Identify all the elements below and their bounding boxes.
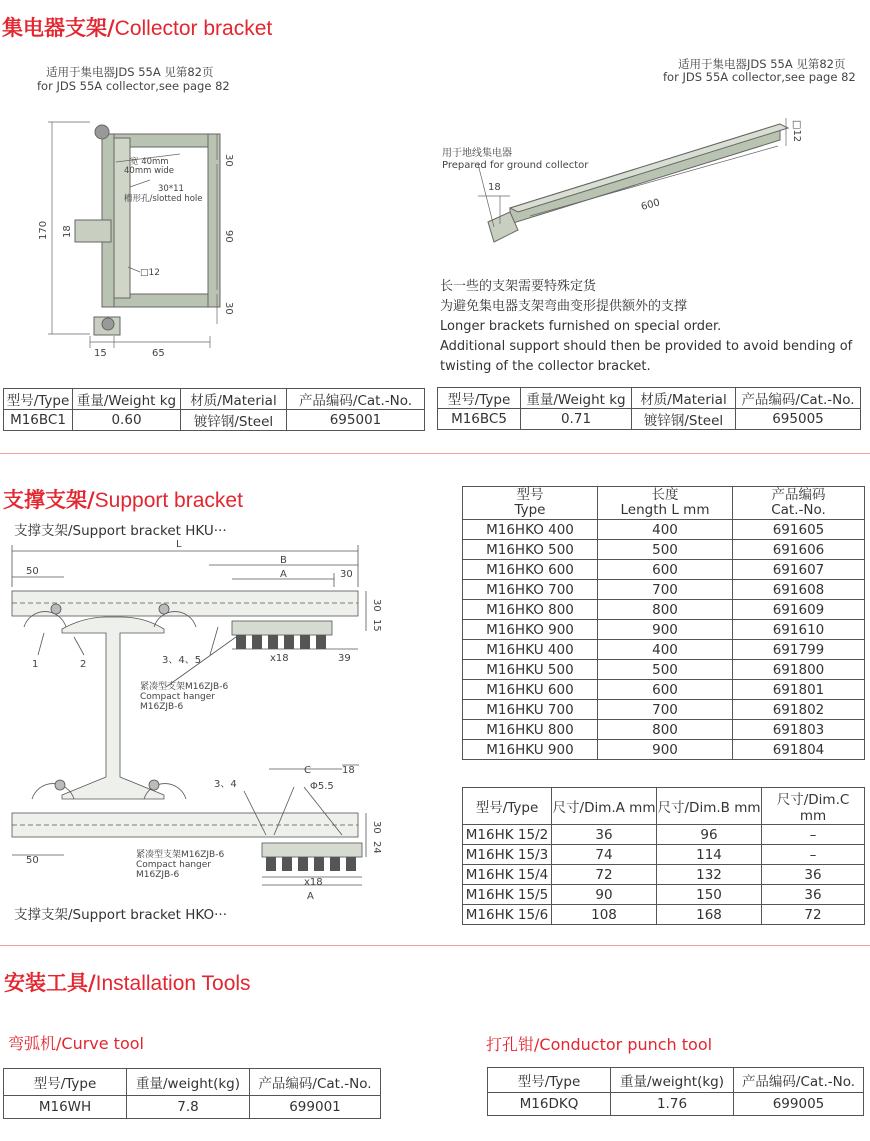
dim-50-bottom: 50 [26,855,39,866]
callout-345: 3、4、5 [162,655,202,666]
table-row: M16HKO 700 700 691608 [463,580,865,600]
hanger2-cn: 紧凑型支架M16ZJB-6 [136,850,225,860]
support-bracket-drawing [4,537,396,902]
note-line-2: 为避免集电器支架弯曲变形提供额外的支撑 [440,299,688,314]
table-row: M16HKU 400 400 691799 [463,640,865,660]
table-row: M16HKO 800 800 691609 [463,600,865,620]
dim-90: 90 [223,230,234,243]
width-40-cn: 宽 40mm [130,157,169,167]
table-row: M16HK 15/3 74 114 – [463,845,865,865]
hanger-en: Compact hanger [140,692,215,702]
support-bracket-title: 支撑支架/Support bracket [3,488,243,512]
hanger-cn: 紧凑型支架M16ZJB-6 [140,682,229,692]
dim-C: C [304,765,311,776]
note-line-5: twisting of the collector bracket. [440,359,651,374]
callout-34: 3、4 [214,779,237,790]
note-line-1: 长一些的支架需要特殊定货 [440,279,597,294]
left-note-cn: 适用于集电器JDS 55A 见第82页 [46,65,214,79]
dim-18-hko: 18 [342,765,355,776]
table-row: M16HKO 900 900 691610 [463,620,865,640]
installation-tools-title: 安装工具/Installation Tools [4,971,251,995]
table-row: M16HKU 800 800 691803 [463,720,865,740]
table-header-row: 型号/Type 重量/Weight kg 材质/Material 产品编码/Cat.-No. [4,389,425,410]
hko-label: 支撑支架/Support bracket HKO··· [14,907,228,923]
table-row: M16HK 15/4 72 132 36 [463,865,865,885]
table-row: M16HK 15/2 36 96 – [463,825,865,845]
width-40-en: 40mm wide [124,166,175,176]
table-row: M16HKU 900 900 691804 [463,740,865,760]
dim-24: 24 [371,841,382,854]
callout-1: 1 [32,659,39,670]
table-row: M16HKU 700 700 691802 [463,700,865,720]
x18-bottom: x18 [304,877,323,888]
ground-collector-cn: 用于地线集电器 [442,148,512,159]
table-header-row: 型号/Type 重量/weight(kg) 产品编码/Cat.-No. [4,1069,381,1096]
table-header-row: 型号 Type 长度 Length L mm 产品编码 Cat.-No. [463,487,865,520]
dim-15: 15 [94,348,107,359]
curve-tool-title: 弯弧机/Curve tool [8,1034,144,1053]
bc5-spec-table [437,387,861,430]
note-line-3: Longer brackets furnished on special order. [440,319,722,334]
collector-notes [440,277,852,377]
table-row: M16BC1 0.60 镀锌钢/Steel 695001 [4,410,425,431]
table-row: M16HK 15/6 108 168 72 [463,905,865,925]
dim-30-bottom: 30 [223,302,234,315]
dim-39: 39 [338,653,351,664]
support-dim-table [462,787,865,925]
length-table-body [463,520,865,760]
hanger2-en: Compact hanger [136,860,211,870]
punch-tool-title: 打孔钳/Conductor punch tool [486,1035,713,1054]
table-row: M16WH 7.8 699001 [4,1096,381,1119]
table-row: M16HKO 600 600 691607 [463,560,865,580]
dim-A-bottom: A [307,891,314,902]
table-row: M16HKU 600 600 691801 [463,680,865,700]
table-row: M16BC5 0.71 镀锌钢/Steel 695005 [438,409,861,430]
curve-tool-table [3,1068,381,1119]
table-row: M16HKU 500 500 691800 [463,660,865,680]
table-row: M16HK 15/5 90 150 36 [463,885,865,905]
dim-B: B [280,555,287,566]
punch-tool-table [487,1067,864,1116]
table-header-row: 型号/Type 尺寸/Dim.A mm 尺寸/Dim.B mm 尺寸/Dim.C mm [463,788,865,825]
hanger2-code: M16ZJB-6 [136,870,180,880]
table-header-row: 型号/Type 重量/Weight kg 材质/Material 产品编码/Cat.-No. [438,388,861,409]
right-note-en: for JDS 55A collector,see page 82 [663,70,856,84]
callout-2: 2 [80,659,87,670]
bc1-drawing [30,112,245,362]
dim-18-left: 18 [62,225,73,238]
dim-30-right: 30 [371,599,382,612]
table-row: M16HKO 500 500 691606 [463,540,865,560]
slot-label: 槽形孔/slotted hole [124,194,203,204]
section-divider-1 [0,453,870,454]
dim-65: 65 [152,348,165,359]
note-line-4: Additional support should then be provided to avoid bending of [440,339,853,354]
hku-label: 支撑支架/Support bracket HKU··· [14,523,227,539]
ground-collector-en: Prepared for ground collector [442,160,589,171]
square-12-bc5: □12 [791,120,802,143]
dim-600: 600 [639,197,662,213]
right-note-cn: 适用于集电器JDS 55A 见第82页 [678,57,846,71]
dim-phi55: Φ5.5 [310,781,334,792]
table-row: M16DKQ 1.76 699005 [488,1093,864,1116]
dim-18-bc5: 18 [488,182,501,193]
dim-30-hko: 30 [371,821,382,834]
dim-30-top: 30 [223,154,234,167]
left-note-en: for JDS 55A collector,see page 82 [37,79,230,93]
square-12-label: □12 [140,268,160,278]
table-row: M16HKO 400 400 691605 [463,520,865,540]
dim-A: A [280,569,287,580]
hanger-code: M16ZJB-6 [140,702,184,712]
table-header-row: 型号/Type 重量/weight(kg) 产品编码/Cat.-No. [488,1068,864,1093]
bc1-spec-table [3,388,425,431]
support-length-table [462,486,865,760]
dim-table-body [463,825,865,925]
dim-15: 15 [371,619,382,632]
dim-30-top: 30 [340,569,353,580]
bc5-drawing [438,112,818,252]
dim-50-top: 50 [26,566,39,577]
dim-170: 170 [38,220,49,240]
section-divider-2 [0,945,870,946]
dim-L: L [176,539,182,550]
collector-bracket-title: 集电器支架/Collector bracket [2,16,273,40]
x18-top: x18 [270,653,289,664]
slot-size: 30*11 [158,184,184,194]
